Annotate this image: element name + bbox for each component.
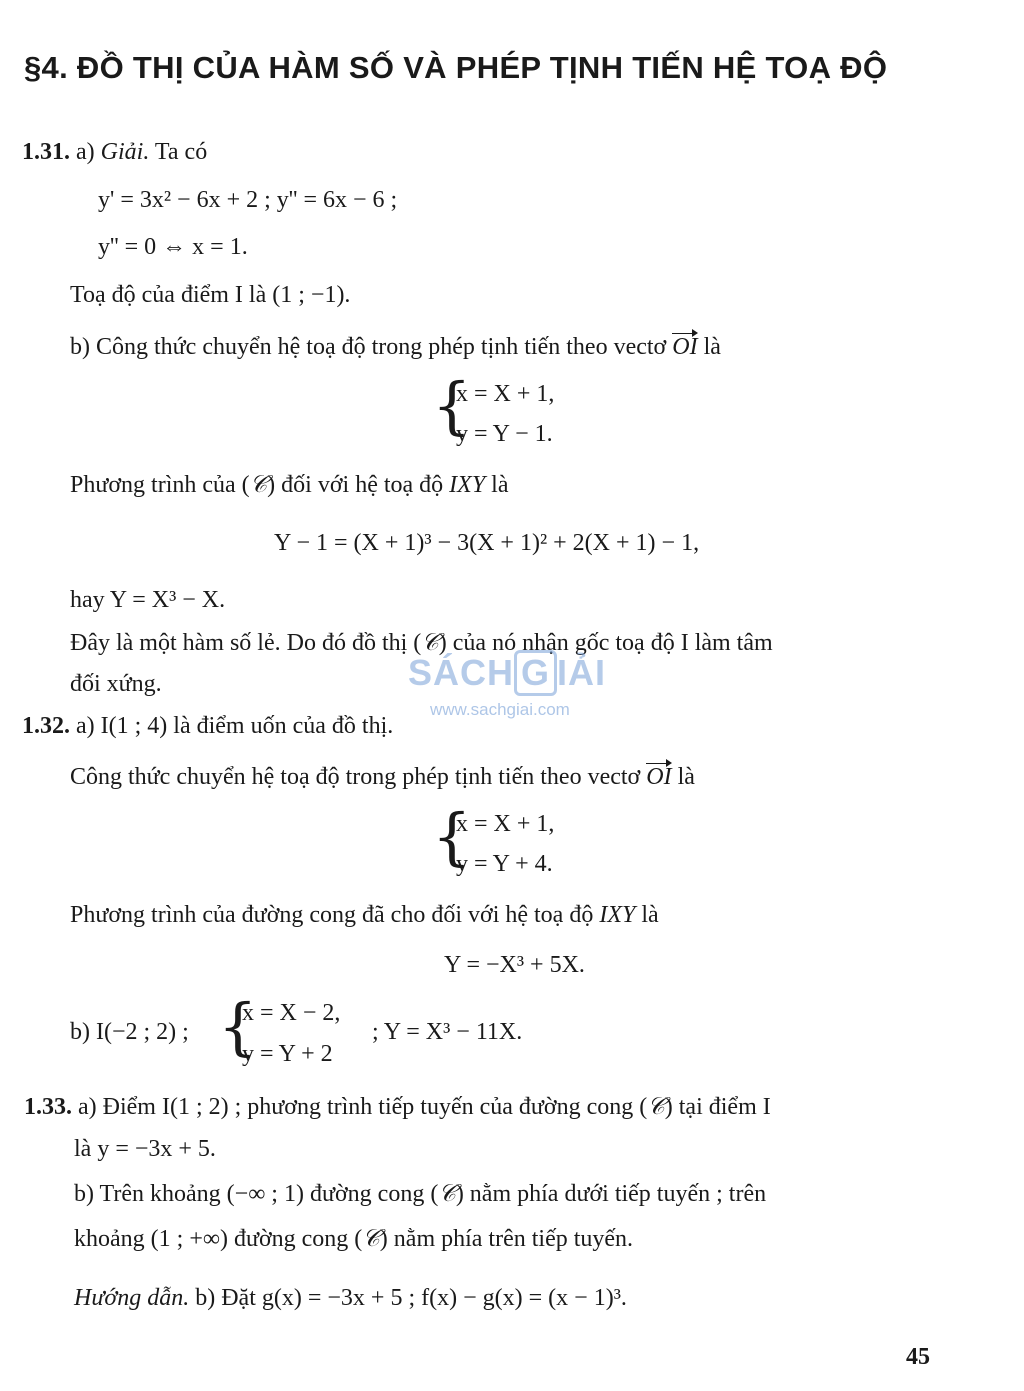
- part-b-line-1: b) Trên khoảng (−∞ ; 1) đường cong (𝒞) nằm phía dưới tiếp tuyến ; trên: [74, 1181, 767, 1207]
- system-brace: {: [432, 369, 472, 442]
- translation-formula-intro: b) Công thức chuyển hệ toạ độ trong phép tịnh tiến theo vectơ OI là: [70, 334, 721, 360]
- system-line-1: x = X + 1,: [456, 811, 555, 837]
- problem-1-33-intro: 1.33. a) Điểm I(1 ; 2) ; phương trình tiếp tuyến của đường cong (𝒞) tại điểm I: [24, 1094, 771, 1120]
- conclusion-line-2: đối xứng.: [70, 671, 162, 697]
- section-heading: §4. ĐỒ THỊ CỦA HÀM SỐ VÀ PHÉP TỊNH TIẾN HỆ TOẠ ĐỘ: [24, 50, 888, 85]
- page-number: 45: [906, 1344, 930, 1370]
- inflection-point-line: Toạ độ của điểm I là (1 ; −1).: [70, 282, 351, 308]
- vector-oi: OI: [672, 334, 698, 360]
- system-line-2: y = Y + 4.: [456, 851, 553, 877]
- problem-number: 1.33.: [24, 1094, 72, 1120]
- derivatives-line: y' = 3x² − 6x + 2 ; y'' = 6x − 6 ;: [98, 187, 398, 213]
- translation-formula-intro: Công thức chuyển hệ toạ độ trong phép tịnh tiến theo vectơ OI là: [70, 764, 695, 790]
- problem-number: 1.32.: [22, 713, 70, 739]
- watermark: [408, 650, 607, 719]
- system-line-1: x = X − 2,: [242, 1000, 341, 1026]
- second-derivative-line: y'' = 0 ⇔ x = 1.: [98, 234, 248, 260]
- part-b-line-2: khoảng (1 ; +∞) đường cong (𝒞) nằm phía trên tiếp tuyến.: [74, 1226, 634, 1252]
- main-equation: Y − 1 = (X + 1)³ − 3(X + 1)² + 2(X + 1) − 1,: [274, 530, 700, 556]
- watermark-logo: SÁCH G IẢI: [408, 650, 606, 696]
- tangent-equation: là y = −3x + 5.: [74, 1136, 216, 1162]
- equation-intro: Phương trình của đường cong đã cho đối với hệ toạ độ IXY là: [70, 902, 659, 928]
- system-line-2: y = Y + 2: [242, 1041, 333, 1067]
- problem-1-32-intro: 1.32. a) I(1 ; 4) là điểm uốn của đồ thị.: [22, 713, 394, 739]
- hint-line: Hướng dẫn. b) Đặt g(x) = −3x + 5 ; f(x) − g(x) = (x − 1)³.: [74, 1285, 627, 1311]
- equation-result: Y = −X³ + 5X.: [444, 952, 585, 978]
- watermark-url: www.sachgiai.com: [430, 700, 570, 719]
- system-line-1: x = X + 1,: [456, 381, 555, 407]
- hint-label: Hướng dẫn.: [74, 1285, 190, 1311]
- solution-label: Giải.: [100, 139, 150, 165]
- part-b-point: b) I(−2 ; 2) ;: [70, 1019, 189, 1045]
- part-b-equation: ; Y = X³ − 11X.: [372, 1019, 523, 1045]
- equation-intro: Phương trình của (𝒞) đối với hệ toạ độ IXY là: [70, 472, 509, 498]
- conclusion-line-1: Đây là một hàm số lẻ. Do đó đồ thị (𝒞) của nó nhận gốc toạ độ I làm tâm: [70, 630, 773, 656]
- system-brace: {: [432, 800, 472, 873]
- curve-symbol: 𝒞: [249, 472, 268, 498]
- system-line-2: y = Y − 1.: [456, 421, 553, 447]
- system-brace: {: [218, 990, 258, 1063]
- simplified-equation: hay Y = X³ − X.: [70, 587, 226, 613]
- problem-1-31-intro: 1.31. a) Giải. Ta có: [22, 139, 208, 165]
- vector-oi: OI: [646, 764, 672, 790]
- problem-number: 1.31.: [22, 139, 70, 165]
